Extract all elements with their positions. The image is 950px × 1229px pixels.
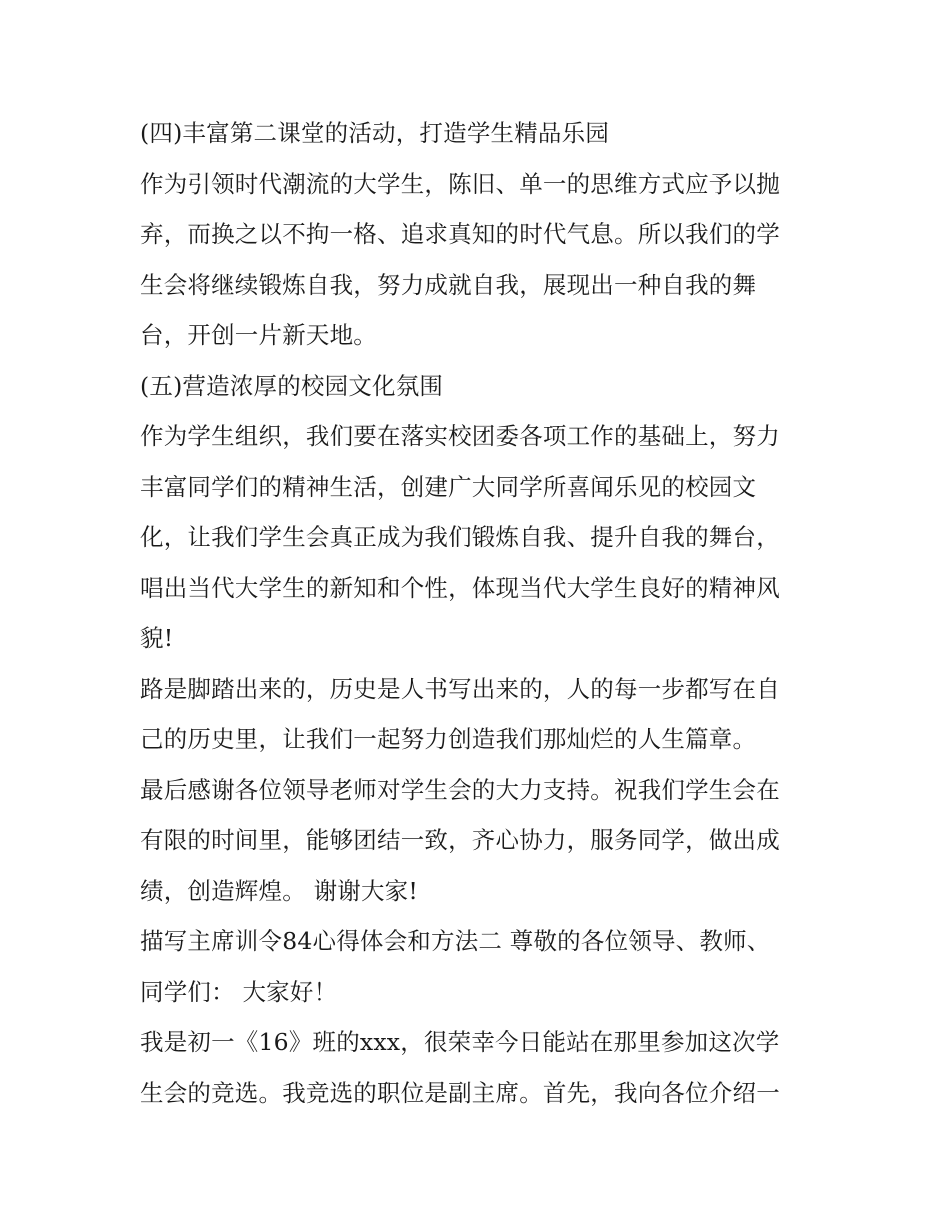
text-line: 己的历史里，让我们一起努力创造我们那灿烂的人生篇章。 — [140, 725, 757, 753]
text-line: 我是初一《16》班的xxx，很荣幸今日能站在那里参加这次学 — [140, 1028, 780, 1056]
section-heading-4: (四)丰富第二课堂的活动，打造学生精品乐园 — [140, 119, 610, 147]
text-line: 作为引领时代潮流的大学生，陈旧、单一的思维方式应予以抛 — [140, 169, 780, 198]
text-line: 描写主席训令84心得体会和方法二 尊敬的各位领导、教师、 — [140, 927, 771, 955]
text-line: 生会将继续锻炼自我，努力成就自我，展现出一种自我的舞 — [140, 270, 757, 299]
text-line: 路是脚踏出来的，历史是人书写出来的，人的每一步都写在自 — [140, 674, 780, 703]
text-line: 生会的竞选。我竞选的职位是副主席。首先，我向各位介绍一 — [140, 1078, 780, 1107]
text-line: 最后感谢各位领导老师对学生会的大力支持。祝我们学生会在 — [140, 775, 780, 804]
text-line: 绩，创造辉煌。 谢谢大家! — [140, 876, 419, 905]
text-line: 作为学生组织，我们要在落实校团委各项工作的基础上，努力 — [140, 422, 780, 450]
text-line: 有限的时间里，能够团结一致，齐心协力，服务同学，做出成 — [140, 826, 780, 854]
text-line: 唱出当代大学生的新知和个性，体现当代大学生良好的精神风 — [140, 573, 780, 602]
text-line: 貌! — [140, 624, 174, 652]
text-line: 台，开创一片新天地。 — [140, 321, 377, 349]
text-line: 弃，而换之以不拘一格、追求真知的时代气息。所以我们的学 — [140, 220, 780, 248]
text-line: 丰富同学们的精神生活，创建广大同学所喜闻乐见的校园文 — [140, 472, 757, 501]
text-line: 化，让我们学生会真正成为我们锻炼自我、提升自我的舞台， — [140, 523, 780, 551]
document-body — [140, 108, 820, 1118]
text-line: 同学们： 大家好！ — [140, 977, 338, 1006]
section-heading-5: (五)营造浓厚的校园文化氛围 — [140, 371, 444, 400]
